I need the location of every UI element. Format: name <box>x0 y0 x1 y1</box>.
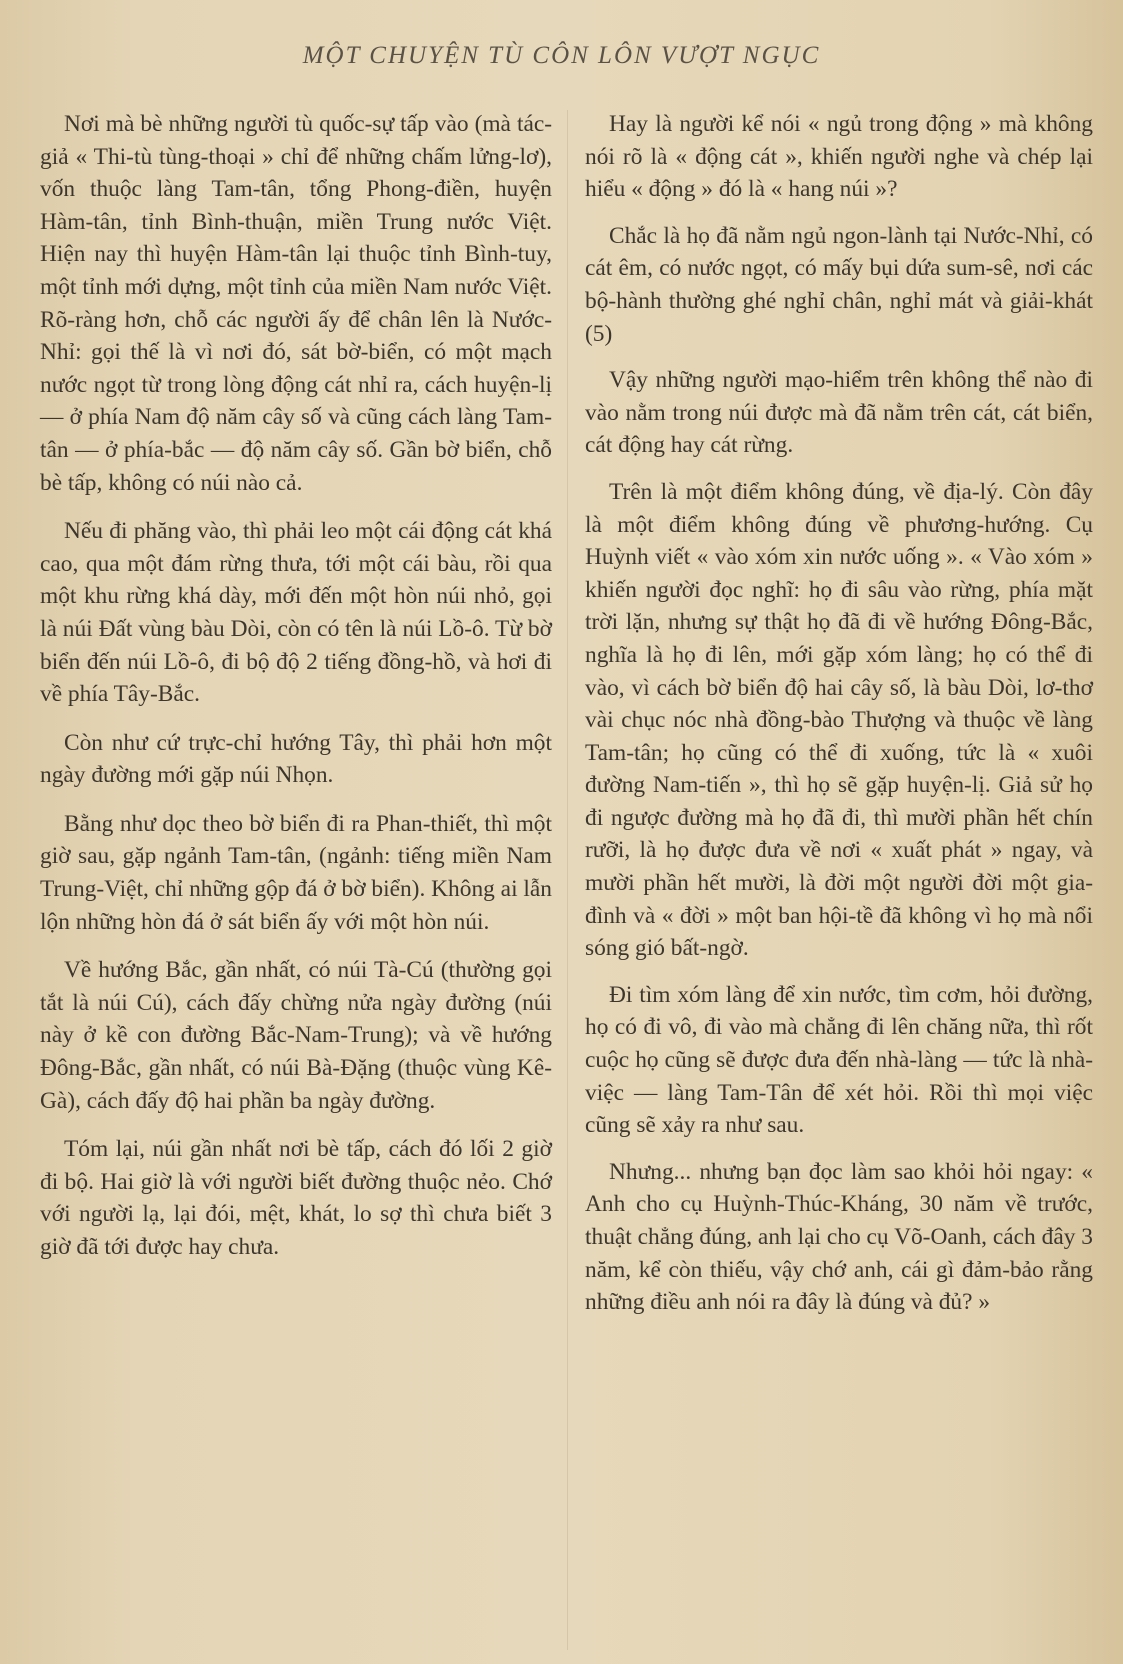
paragraph: Nếu đi phăng vào, thì phải leo một cái động cát khá cao, qua một đám rừng thưa, tới một cái bàu, rồi qua một khu rừng khá dày, mới đến một hòn núi nhỏ, gọi là núi Đất vùng bàu Dòi, còn có tên là núi Lồ-ô. Từ bờ biển đến núi Lồ-ô, đi bộ độ 2 tiếng đồng-hồ, và hơi đi về phía Tây-Bắc. <box>40 518 552 708</box>
left-column <box>40 108 552 1280</box>
paragraph: Hay là người kể nói « ngủ trong động » mà không nói rõ là « động cát », khiến người nghe và chép lại hiểu « động » đó là « hang núi »? <box>585 111 1093 203</box>
running-header: MỘT CHUYỆN TÙ CÔN LÔN VƯỢT NGỤC <box>302 42 821 69</box>
paragraph: Còn như cứ trực-chỉ hướng Tây, thì phải hơn một ngày đường mới gặp núi Nhọn. <box>40 729 552 789</box>
paragraph: Bằng như dọc theo bờ biển đi ra Phan-thiết, thì một giờ sau, gặp ngảnh Tam-tân, (ngảnh: tiếng miền Nam Trung-Việt, chỉ những gộp đá ở bờ biển). Không ai lẫn lộn những hòn đá ở sát biển ấy với một hòn núi. <box>40 810 552 935</box>
paragraph: Vậy những người mạo-hiểm trên không thể nào đi vào nằm trong núi được mà đã nằm trên cát, cát biển, cát động hay cát rừng. <box>585 367 1093 459</box>
paragraph: Nhưng... nhưng bạn đọc làm sao khỏi hỏi ngay: « Anh cho cụ Huỳnh-Thúc-Kháng, 30 năm về trước, thuật chẳng đúng, anh lại cho cụ Võ-Oanh, cách đây 3 năm, kể còn thiếu, vậy chớ anh, cái gì đảm-bảo rằng những điều anh nói ra đây là đúng và đủ? » <box>585 1158 1093 1316</box>
right-column <box>585 108 1093 1333</box>
paragraph: Chắc là họ đã nằm ngủ ngon-lành tại Nước-Nhỉ, có cát êm, có nước ngọt, có mấy bụi dứa sum-sê, nơi các bộ-hành thường ghé nghỉ chân, nghỉ mát và giải-khát (5) <box>585 222 1093 347</box>
paragraph: Tóm lại, núi gần nhất nơi bè tấp, cách đó lối 2 giờ đi bộ. Hai giờ là với người biết đường thuộc nẻo. Chớ với người lạ, lại đói, mệt, khát, lo sợ thì chưa biết 3 giờ đã tới được hay chưa. <box>40 1136 552 1260</box>
paragraph: Về hướng Bắc, gần nhất, có núi Tà-Cú (thường gọi tắt là núi Cú), cách đấy chừng nửa ngày đường (núi này ở kề con đường Bắc-Nam-Trung); và về hướng Đông-Bắc, gần nhất, có núi Bà-Đặng (thuộc vùng Kê-Gà), cách đấy độ hai phần ba ngày đường. <box>40 957 552 1114</box>
paragraph: Trên là một điểm không đúng, về địa-lý. Còn đây là một điểm không đúng về phương-hướng. Cụ Huỳnh viết « vào xóm xin nước uống ». « Vào xóm » khiến người đọc nghĩ: họ đi sâu vào rừng, phía mặt trời lặn, nhưng sự thật họ đã đi về hướng Đông-Bắc, nghĩa là họ đi lên, mới gặp xóm làng; họ có thể đi vào, vì cách bờ biển độ hai cây số, là bàu Dòi, lơ-thơ vài chục nóc nhà đồng-bào Thượng và thuộc về làng Tam-tân; họ cũng có thể đi xuống, tức là « xuôi đường Nam-tiến », thì họ sẽ gặp huyện-lị. Giả sử họ đi ngược đường mà họ đã đi, thì mười phần hết chín rưỡi, là họ được đưa về nơi « xuất phát » ngay, và mười phần hết mười, là đời một người đời một gia-đình và « đời » một ban hội-tề đã không vì họ mà nổi sóng gió bất-ngờ. <box>585 478 1093 962</box>
column-divider <box>567 110 568 1650</box>
paragraph: Đi tìm xóm làng để xin nước, tìm cơm, hỏi đường, họ có đi vô, đi vào mà chẳng đi lên chăng nữa, thì rốt cuộc họ cũng sẽ được đưa đến nhà-làng — tức là nhà-việc — làng Tam-Tân để xét hỏi. Rồi thì mọi việc cũng sẽ xảy ra như sau. <box>585 981 1093 1139</box>
paragraph: Nơi mà bè những người tù quốc-sự tấp vào (mà tác-giả « Thi-tù tùng-thoại » chỉ để những chấm lửng-lơ), vốn thuộc làng Tam-tân, tổng Phong-điền, huyện Hàm-tân, tỉnh Bình-thuận, miền Trung nước Việt. Hiện nay thì huyện Hàm-tân lại thuộc tỉnh Bình-tuy, một tỉnh mới dựng, một tỉnh của miền Nam nước Việt. Rõ-ràng hơn, chỗ các người ấy để chân lên là Nước-Nhỉ: gọi thế là vì nơi đó, sát bờ-biển, có một mạch nước ngọt từ trong lòng động cát nhỉ ra, cách huyện-lị — ở phía Nam độ năm cây số và cũng cách làng Tam-tân — ở phía-bắc — độ năm cây số. Gần bờ biển, chỗ bè tấp, không có núi nào cả. <box>40 111 552 496</box>
